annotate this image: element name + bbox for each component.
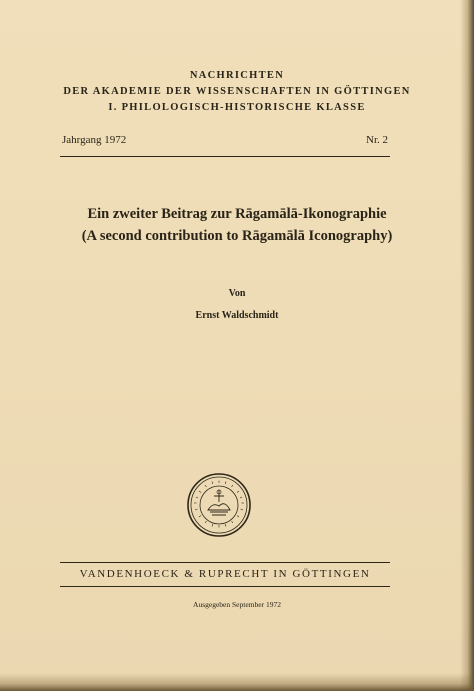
issue-number: Nr. 2	[366, 134, 388, 146]
byline-von: Von	[228, 288, 246, 299]
issue-date: Ausgegeben September 1972	[193, 600, 281, 609]
series-line-3: I. PHILOLOGISCH-HISTORISCHE KLASSE	[108, 102, 366, 113]
title-english: (A second contribution to Rāgamālā Iconography)	[81, 228, 393, 244]
academy-seal-icon	[186, 472, 252, 538]
page-edge-shadow-bottom	[0, 673, 474, 691]
header-rule	[60, 156, 390, 157]
publisher-name: VANDENHOECK & RUPRECHT IN GÖTTINGEN	[79, 568, 371, 580]
author-name: Ernst Waldschmidt	[195, 310, 279, 321]
series-line-1: NACHRICHTEN	[189, 70, 285, 81]
publisher-rule-top	[60, 562, 390, 563]
series-line-2: DER AKADEMIE DER WISSENSCHAFTEN IN GÖTTINGEN	[63, 86, 411, 97]
publisher-rule-bottom	[60, 586, 390, 587]
issue-year: Jahrgang 1972	[62, 134, 127, 146]
title-german: Ein zweiter Beitrag zur Rāgamālā-Ikonographie	[87, 206, 387, 222]
page-edge-shadow-right	[460, 0, 474, 691]
